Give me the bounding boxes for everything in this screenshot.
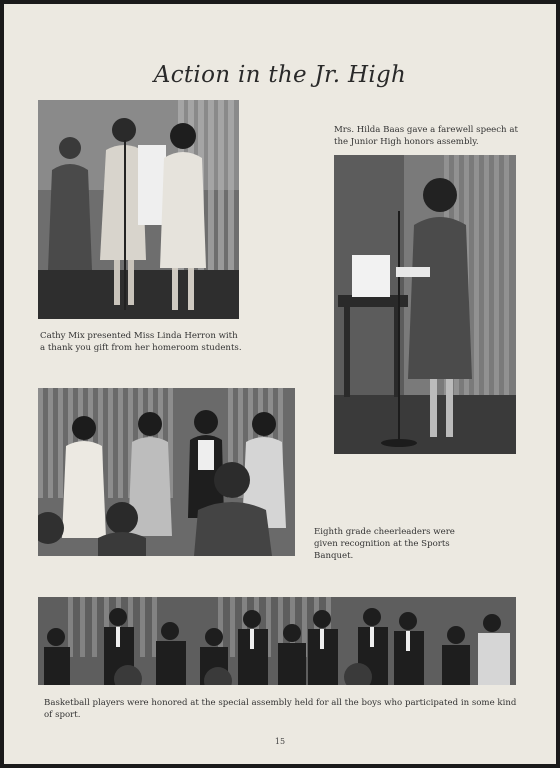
caption-gift-presentation: Cathy Mix presented Miss Linda Herron with a thank you gift from her homeroom students. bbox=[40, 331, 242, 353]
photo-gift-presentation bbox=[38, 100, 239, 319]
photo-basketball-players bbox=[38, 597, 516, 685]
caption-farewell-speech: Mrs. Hilda Baas gave a farewell speech at the Junior High honors assembly. bbox=[334, 125, 518, 147]
photo-cheerleaders bbox=[38, 388, 295, 556]
page-number: 15 bbox=[274, 737, 286, 746]
yearbook-page bbox=[4, 4, 556, 764]
caption-basketball-players: Basketball players were honored at the special assembly held for all the boys who participated in some kind of sport. bbox=[44, 698, 517, 720]
caption-cheerleaders: Eighth grade cheerleaders were given recognition at the Sports Banquet. bbox=[314, 527, 455, 561]
page-title: Action in the Jr. High bbox=[153, 62, 407, 88]
photo-farewell-speech bbox=[334, 155, 516, 454]
